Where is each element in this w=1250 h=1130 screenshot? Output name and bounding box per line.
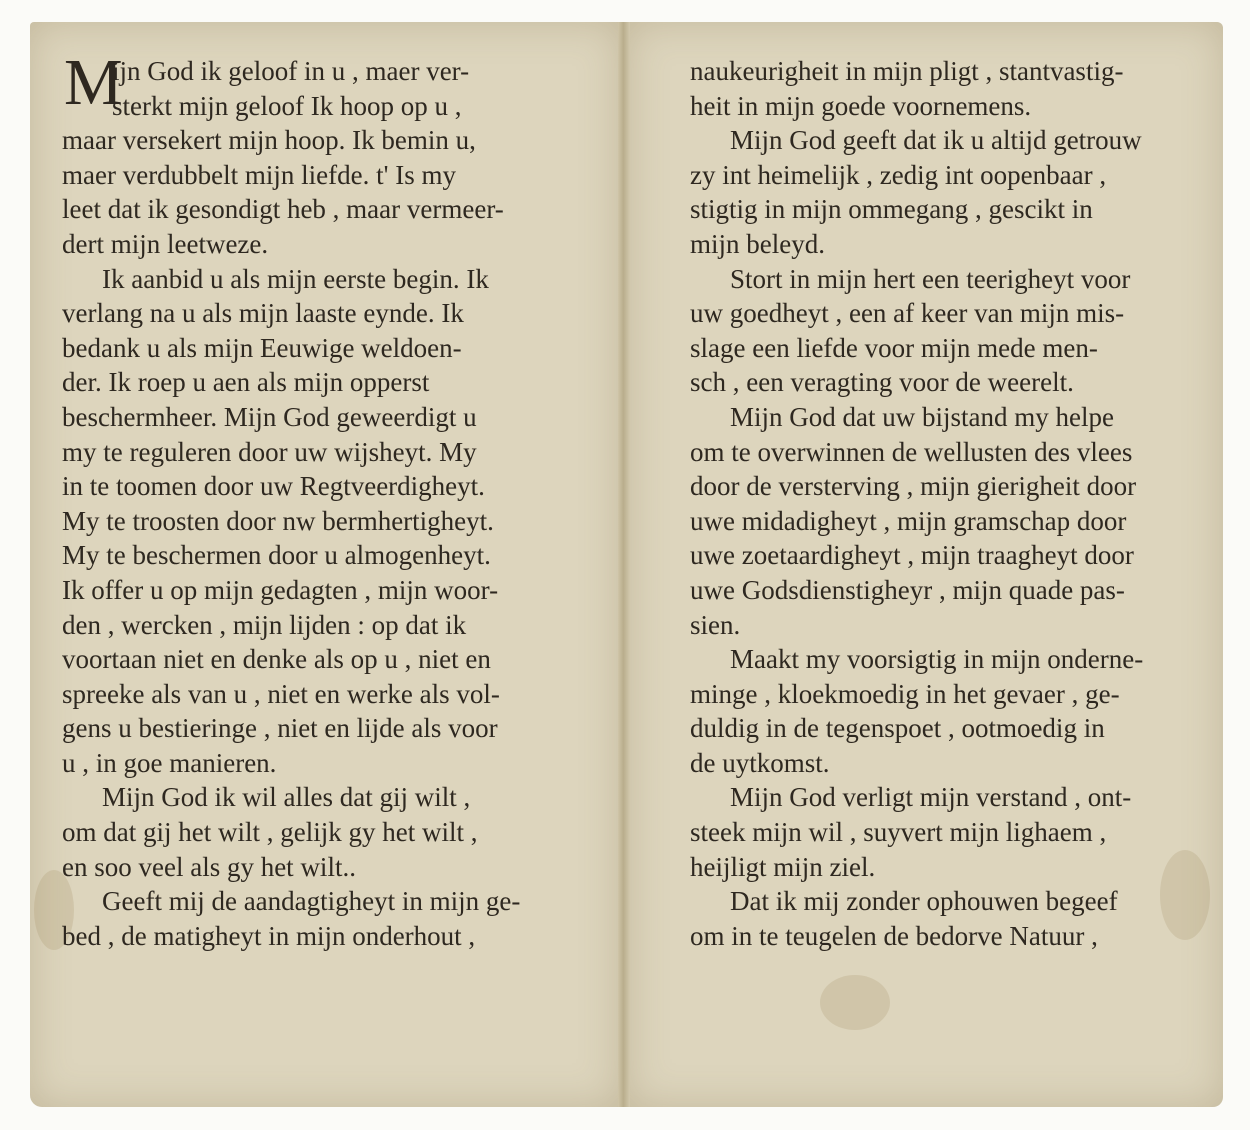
text-line: uwe midadigheyt , mijn gramschap door	[690, 505, 1127, 536]
text-line: Mijn God ik wil alles dat gij wilt ,	[102, 782, 471, 813]
text-line: om dat gij het wilt , gelijk gy het wilt ,	[62, 817, 478, 848]
text-line: heit in mijn goede voornemens.	[690, 90, 1032, 121]
paper-stain	[1160, 850, 1210, 940]
text-line: mijn beleyd.	[690, 228, 825, 259]
text-line: uwe zoetaardigheyt , mijn traagheyt door	[690, 540, 1134, 571]
text-line: Maakt my voorsigtig in mijn onderne-	[730, 644, 1144, 675]
text-line: bed , de matigheyt in mijn onderhout ,	[62, 920, 476, 951]
text-line: den , wercken , mijn lijden : op dat ik	[62, 609, 467, 640]
text-line: spreeke als van u , niet en werke als vol-	[62, 678, 500, 709]
text-line: Stort in mijn hert een teerigheyt voor	[730, 263, 1131, 294]
page-fold	[618, 22, 630, 1107]
text-line: My te troosten door nw bermhertigheyt.	[62, 505, 494, 536]
text-line: verlang na u als mijn laaste eynde. Ik	[62, 298, 464, 329]
text-line: der. Ik roep u aen als mijn opperst	[62, 367, 430, 398]
text-line: u , in goe manieren.	[62, 747, 277, 778]
text-line: leet dat ik gesondigt heb , maar vermeer-	[62, 194, 504, 225]
text-line: om in te teugelen de bedorve Natuur ,	[690, 920, 1098, 951]
text-line: duldig in de tegenspoet , ootmoedig in	[690, 713, 1105, 744]
text-line: minge , kloekmoedig in het gevaer , ge-	[690, 678, 1120, 709]
drop-cap: M	[64, 46, 123, 119]
text-line: en soo veel als gy het wilt..	[62, 851, 356, 882]
text-line: Mijn God verligt mijn verstand , ont-	[730, 782, 1132, 813]
text-line: Mijn God dat uw bijstand my helpe	[730, 401, 1114, 432]
text-line: sien.	[690, 609, 741, 640]
text-line: stigtig in mijn ommegang , gescikt in	[690, 194, 1093, 225]
text-line: door de versterving , mijn gierigheit door	[690, 471, 1137, 502]
text-line: slage een liefde voor mijn mede men-	[690, 332, 1098, 363]
text-line: Ik aanbid u als mijn eerste begin. Ik	[102, 263, 489, 294]
text-line: Mijn God geeft dat ik u altijd getrouw	[730, 125, 1142, 156]
text-line: zy int heimelijk , zedig int oopenbaar ,	[690, 159, 1107, 190]
text-line: Geeft mij de aandagtigheyt in mijn ge-	[102, 886, 521, 917]
text-line: My te beschermen door u almogenheyt.	[62, 540, 491, 571]
text-line: maar versekert mijn hoop. Ik bemin u,	[62, 125, 476, 156]
text-line: maer verdubbelt mijn liefde. t' Is my	[62, 159, 457, 190]
text-line: Ik offer u op mijn gedagten , mijn woor-	[62, 574, 499, 605]
text-line: heijligt mijn ziel.	[690, 851, 876, 882]
text-line: in te toomen door uw Regtveerdigheyt.	[62, 471, 485, 502]
text-line: beschermheer. Mijn God geweerdigt u	[62, 401, 477, 432]
text-line: uwe Godsdienstigheyr , mijn quade pas-	[690, 574, 1125, 605]
right-text-column	[690, 54, 1143, 953]
paper-stain	[820, 975, 890, 1030]
text-line: steek mijn wil , suyvert mijn lighaem ,	[690, 817, 1107, 848]
text-line: my te reguleren door uw wijsheyt. My	[62, 436, 477, 467]
text-line: sch , een veragting voor de weerelt.	[690, 367, 1074, 398]
text-line: naukeurigheit in mijn pligt , stantvastig-	[690, 56, 1124, 86]
text-line: dert mijn leetweze.	[62, 228, 269, 259]
text-line: gens u bestieringe , niet en lijde als voor	[62, 713, 498, 744]
text-line: sterkt mijn geloof Ik hoop op u ,	[112, 90, 462, 121]
left-text-column	[62, 54, 520, 953]
text-line: de uytkomst.	[690, 747, 830, 778]
text-line: om te overwinnen de wellusten des vlees	[690, 436, 1133, 467]
text-line: Dat ik mij zonder ophouwen begeef	[730, 886, 1118, 917]
text-line: ijn God ik geloof in u , maer ver-	[112, 56, 470, 86]
text-line: voortaan niet en denke als op u , niet en	[62, 644, 491, 675]
text-line: bedank u als mijn Eeuwige weldoen-	[62, 332, 462, 363]
text-line: uw goedheyt , een af keer van mijn mis-	[690, 298, 1125, 329]
